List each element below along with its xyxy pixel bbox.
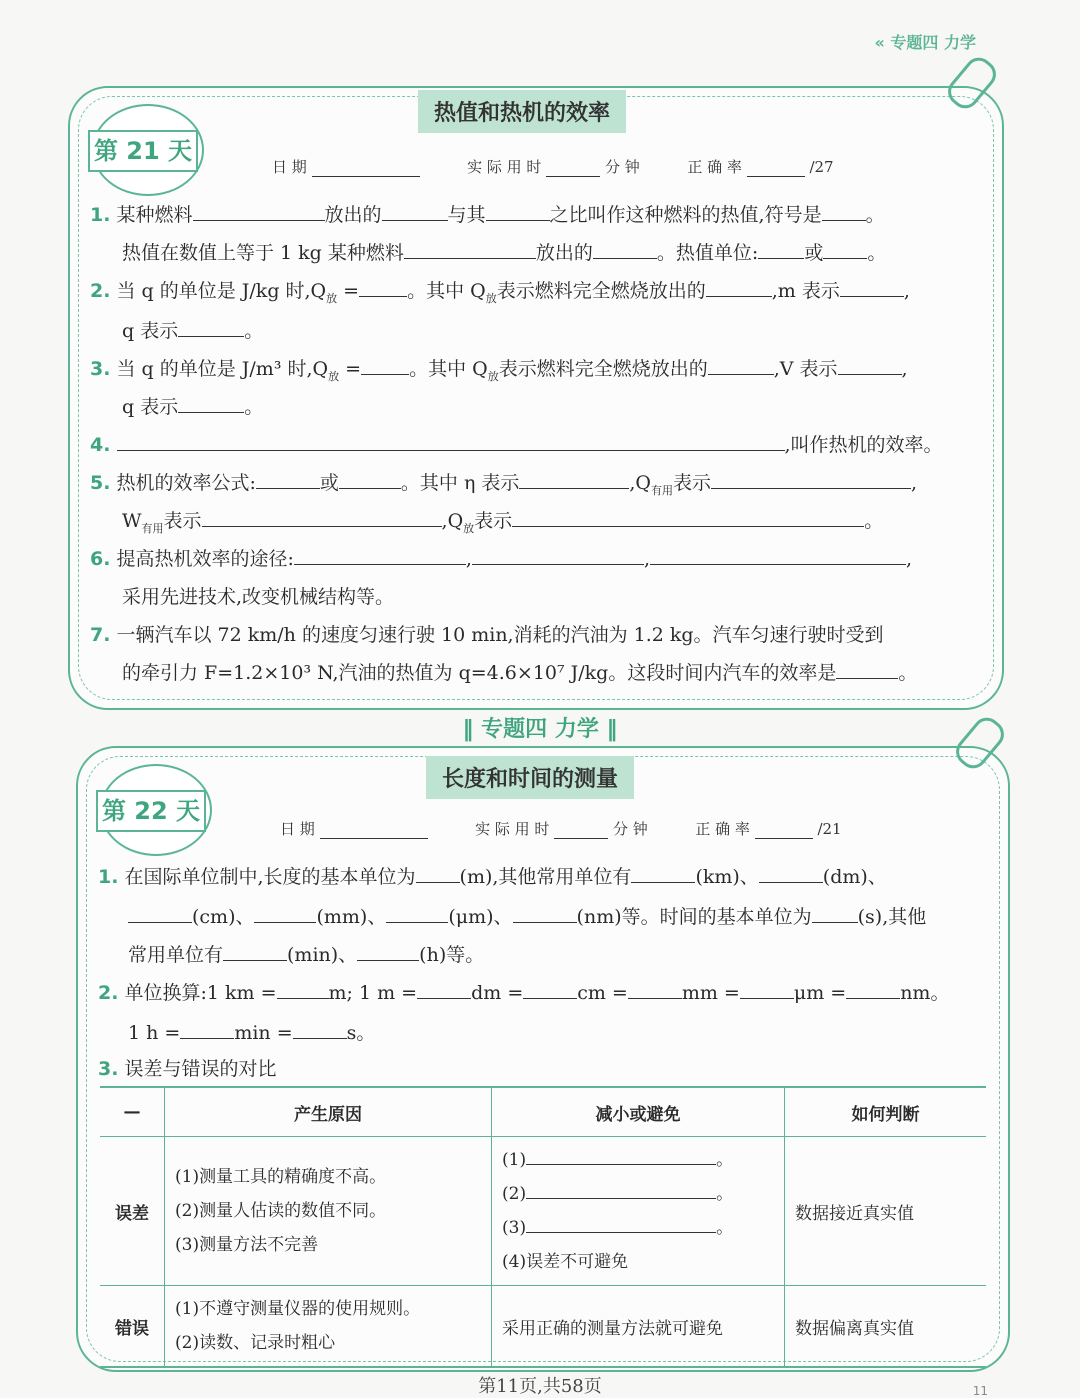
day22-title: 长度和时间的测量	[426, 756, 634, 799]
section-title: ‖ 专题四 力学 ‖	[462, 717, 618, 742]
d22-q2-line2: 1 h = min = s。	[128, 1014, 375, 1052]
d22-q1-line2: (cm)、 (mm)、 (μm)、 (nm)等。时间的基本单位为 (s),其他	[128, 898, 926, 936]
table-row: 错误 (1)不遵守测量仪器的使用规则。 (2)读数、记录时粗心 采用正确的测量方法就可避免 数据偏离真实值	[100, 1286, 986, 1368]
blank[interactable]	[178, 392, 244, 413]
blank[interactable]	[512, 506, 864, 527]
blank[interactable]	[513, 902, 577, 923]
blank[interactable]	[740, 978, 794, 999]
blank[interactable]	[193, 200, 325, 221]
time-field[interactable]	[554, 822, 608, 839]
blank[interactable]	[836, 658, 898, 679]
d21-q5-line2: $W_{有用}$表示 $,Q_放$表示 。	[122, 502, 883, 548]
blank[interactable]	[631, 862, 695, 883]
blank[interactable]	[202, 506, 442, 527]
accuracy-total: /27	[809, 158, 834, 176]
day21-badge	[92, 104, 204, 196]
d21-q3-line2: q 表示 。	[122, 388, 263, 426]
question-number: 1.	[90, 204, 111, 226]
blank[interactable]	[277, 978, 329, 999]
blank[interactable]	[840, 276, 904, 297]
d21-q3-line1: 3. 当 q 的单位是 J/m³ 时$,Q_放$ = 。其中 $Q_放$表示燃料完全燃烧放出的 ,V 表示 ,	[90, 350, 908, 396]
d21-q6-line2: 采用先进技术,改变机械结构等。	[122, 586, 395, 608]
day21-title: 热值和热机的效率	[418, 90, 626, 133]
blank[interactable]	[417, 978, 471, 999]
blank[interactable]	[759, 862, 823, 883]
blank[interactable]	[339, 468, 401, 489]
blank[interactable]	[711, 468, 911, 489]
error-comparison-table	[100, 1086, 986, 1368]
date-label: 日 期	[272, 158, 307, 176]
blank[interactable]	[758, 238, 804, 259]
blank[interactable]	[382, 200, 448, 221]
day21-meta	[272, 156, 834, 177]
blank[interactable]	[593, 238, 657, 259]
d21-q2-line1: 2. 当 q 的单位是 J/kg 时$,Q_放$ = 。其中 $Q_放$表示燃料完全燃烧放出的 ,m 表示 ,	[90, 272, 910, 318]
blank[interactable]	[823, 238, 867, 259]
blank[interactable]	[416, 862, 460, 883]
d22-q2-line1: 2. 单位换算:1 km = m; 1 m = dm = cm = mm = μm = nm。	[98, 974, 949, 1012]
blank[interactable]	[812, 902, 858, 923]
minutes-label: 分 钟	[605, 158, 640, 176]
accuracy-label: 正 确 率	[687, 158, 742, 176]
blank[interactable]	[178, 316, 244, 337]
page-footer: 第11页,共58页	[478, 1376, 602, 1397]
day22-meta: 日 期 实 际 用 时 分 钟 正 确 率 /21	[280, 820, 842, 838]
blank[interactable]	[526, 1212, 716, 1233]
table-header: 如何判断	[785, 1087, 987, 1137]
blank[interactable]	[526, 1178, 716, 1199]
d21-q2-line2: q 表示 。	[122, 312, 263, 350]
blank[interactable]	[526, 1144, 716, 1165]
blank[interactable]	[822, 200, 866, 221]
time-field[interactable]	[546, 160, 600, 177]
d21-q7-line1: 7. 一辆汽车以 72 km/h 的速度匀速行驶 10 min,消耗的汽油为 1.2 kg。汽车匀速行驶时受到	[90, 624, 884, 646]
blank[interactable]	[256, 468, 320, 489]
day21-badge-label: 第 21 天	[88, 130, 198, 172]
page-number: 11	[972, 1384, 988, 1398]
blank[interactable]	[128, 902, 192, 923]
date-field[interactable]	[320, 822, 428, 839]
blank[interactable]	[180, 1018, 234, 1039]
blank[interactable]	[519, 468, 629, 489]
table-header: 产生原因	[165, 1087, 492, 1137]
blank[interactable]	[361, 354, 409, 375]
blank[interactable]	[254, 902, 316, 923]
table-header: 减小或避免	[492, 1087, 785, 1137]
blank[interactable]	[523, 978, 577, 999]
table-header: —	[100, 1087, 165, 1137]
day22-badge-label: 第 22 天	[96, 790, 206, 832]
blank[interactable]	[628, 978, 682, 999]
blank[interactable]	[486, 200, 550, 221]
blank[interactable]	[838, 354, 902, 375]
blank[interactable]	[708, 354, 774, 375]
blank[interactable]	[706, 276, 772, 297]
d22-q1-line1: 1. 在国际单位制中,长度的基本单位为 (m),其他常用单位有 (km)、 (dm)、	[98, 858, 887, 896]
date-field[interactable]	[312, 160, 420, 177]
d21-q7-line2: 的牵引力 F=1.2×10³ N,汽油的热值为 q=4.6×10⁷ J/kg。这段时间内汽车的效率是 。	[122, 654, 917, 692]
blank[interactable]	[223, 940, 287, 961]
d21-q4: 4. ,叫作热机的效率。	[90, 426, 943, 464]
blank[interactable]	[117, 430, 785, 451]
blank[interactable]	[357, 940, 419, 961]
day22-badge	[100, 764, 212, 856]
blank[interactable]	[472, 544, 644, 565]
d21-q5-line1: 5. 热机的效率公式: 或 。其中 η 表示 $,Q_{有用}$表示 ,	[90, 464, 917, 510]
blank[interactable]	[650, 544, 906, 565]
d21-q6-line1: 6. 提高热机效率的途径: , , ,	[90, 540, 912, 578]
d22-q3-title: 3. 误差与错误的对比	[98, 1058, 277, 1080]
accuracy-field[interactable]	[755, 822, 813, 839]
d21-q1-line1: 1. 某种燃料 放出的 与其 之比叫作这种燃料的热值,符号是 。	[90, 196, 885, 234]
blank[interactable]	[294, 544, 466, 565]
accuracy-field[interactable]	[747, 160, 805, 177]
blank[interactable]	[293, 1018, 347, 1039]
blank[interactable]	[386, 902, 448, 923]
header-breadcrumb: « 专题四 力学	[874, 33, 976, 52]
blank[interactable]	[404, 238, 536, 259]
blank[interactable]	[359, 276, 407, 297]
blank[interactable]	[846, 978, 900, 999]
table-row: 误差 (1)测量工具的精确度不高。 (2)测量人估读的数值不同。 (3)测量方法不完善 (1) 。 (2) 。 (3) 。 (4)误差不可避免 数据接近真实值	[100, 1137, 986, 1286]
time-label: 实 际 用 时	[467, 158, 542, 176]
d21-q1-line2: 热值在数值上等于 1 kg 某种燃料 放出的 。热值单位: 或 。	[122, 234, 886, 272]
d22-q1-line3: 常用单位有 (min)、 (h)等。	[128, 936, 484, 974]
